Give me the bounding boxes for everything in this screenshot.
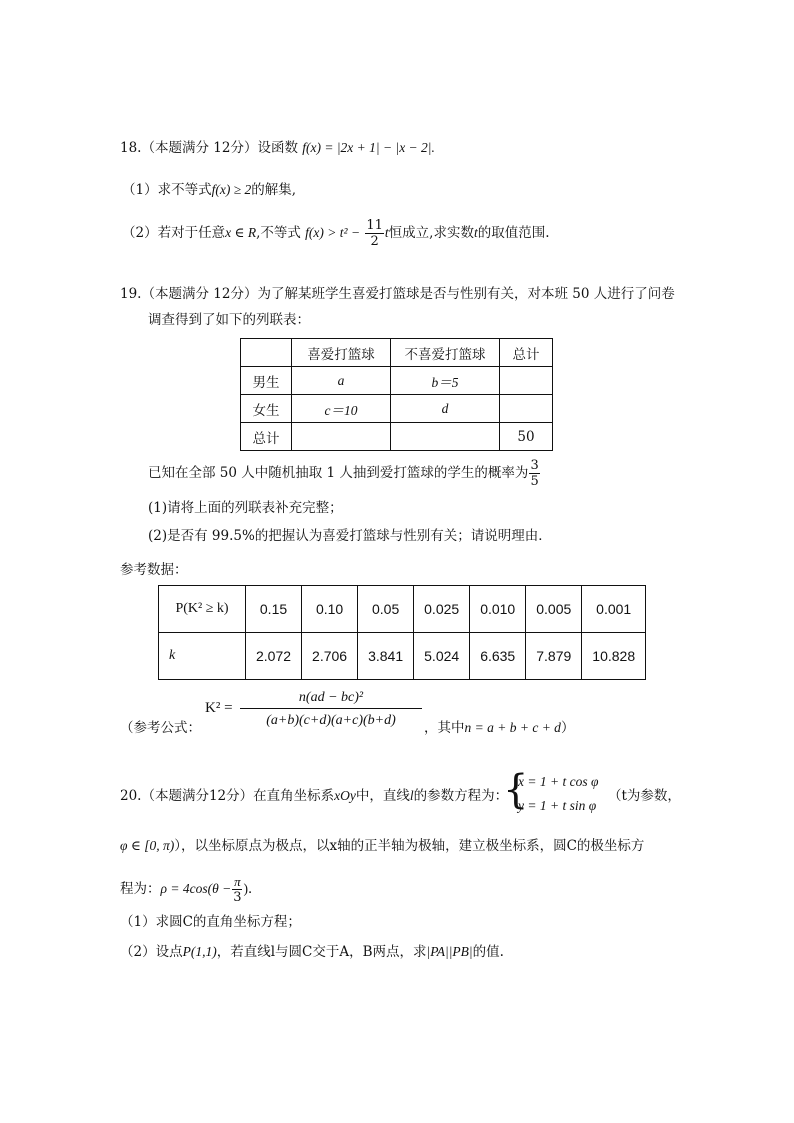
q20-line3: 程为：ρ = 4cos(θ − $\frac{\pi}{3}$ )． [120, 874, 262, 905]
table-cell: 6.635 [470, 633, 526, 680]
table-cell: 0.001 [582, 586, 646, 633]
param-note: （t为参数， [608, 788, 681, 804]
q20-heading: 20.（本题满分12分）在直角坐标系xOy中，直线l的参数方程为： [120, 788, 509, 804]
reference-data-label: 参考数据： [120, 562, 188, 578]
formula-numerator: n(ad − bc)² [240, 688, 422, 709]
formula-label: （参考公式： [120, 720, 201, 736]
q19-known: 已知在全部 50 人中随机抽取 1 人抽到爱打篮球的学生的概率为 $\frac{3}{5}$ [148, 458, 539, 489]
table-cell: 3.841 [358, 633, 414, 680]
table-row [241, 395, 553, 423]
table-cell: 0.15 [246, 586, 302, 633]
probability-fraction: $\frac{3}{5}$ [530, 458, 539, 489]
table-cell: 男生 [241, 367, 292, 395]
formula-denominator: (a+b)(c+d)(a+c)(b+d) [266, 713, 396, 728]
table-cell: a [292, 367, 391, 395]
q18-function: f(x) = |2x + 1| − |x − 2|. [302, 140, 435, 155]
formula-lhs: K² = [205, 700, 233, 716]
table-cell: 0.025 [414, 586, 470, 633]
table-cell: 0.10 [302, 586, 358, 633]
table-cell: k [159, 633, 246, 680]
q19-heading-cont: 调查得到了如下的列联表： [148, 312, 310, 328]
table-cell [500, 367, 553, 395]
table-header-row [241, 339, 553, 367]
table-cell [241, 339, 292, 367]
table-cell: 2.706 [302, 633, 358, 680]
q19-part2: (2)是否有 99.5%的把握认为喜爱打篮球与性别有关；请说明理由． [148, 528, 552, 544]
table-cell: 0.05 [358, 586, 414, 633]
table-cell: 0.010 [470, 586, 526, 633]
contingency-table [240, 338, 553, 451]
table-row [159, 633, 646, 680]
table-cell: d [391, 395, 500, 423]
table-cell [500, 395, 553, 423]
q20-part1: （1）求圆C的直角坐标方程； [120, 914, 301, 930]
q18-fraction: $\frac{11}{2}$ [366, 218, 383, 249]
q18-heading: 18.（本题满分 12分）设函数 f(x) = |2x + 1| − |x − 2|. [120, 140, 435, 156]
table-cell: 总计 [241, 423, 292, 451]
table-cell: 2.072 [246, 633, 302, 680]
table-cell: 不喜爱打篮球 [391, 339, 500, 367]
table-cell: 10.828 [582, 633, 646, 680]
q18-part2: （2）若对于任意x ∈ R,不等式 f(x) > t² − $\frac{11}{2}$ t恒成立,求实数t的取值范围. [122, 218, 550, 249]
table-cell: b＝5 [391, 367, 500, 395]
table-cell: c＝10 [292, 395, 391, 423]
table-row [241, 423, 553, 451]
table-cell [391, 423, 500, 451]
pi-fraction: $\frac{\pi}{3}$ [233, 874, 242, 905]
system-brace: { [503, 767, 529, 813]
table-cell: 0.005 [526, 586, 582, 633]
param-eq-y: y = 1 + t sin φ [518, 798, 597, 813]
formula-tail: ，其中n = a + b + c + d） [424, 720, 575, 736]
q18-part1: （1）求不等式f(x) ≥ 2的解集, [122, 182, 297, 198]
table-cell: P(K² ≥ k) [159, 586, 246, 633]
table-cell: 女生 [241, 395, 292, 423]
table-row [241, 367, 553, 395]
table-cell: 7.879 [526, 633, 582, 680]
q19-part1: (1)请将上面的列联表补充完整； [148, 500, 343, 516]
table-cell [292, 423, 391, 451]
reference-table [158, 585, 646, 680]
table-cell: 总计 [500, 339, 553, 367]
param-eq-x: x = 1 + t cos φ [518, 774, 599, 789]
q20-part2: （2）设点P(1,1)，若直线l与圆C交于A，B两点，求|PA||PB|的值. [120, 944, 504, 960]
table-cell: 喜爱打篮球 [292, 339, 391, 367]
q20-line2: φ ∈ [0, π)），以坐标原点为极点，以x轴的正半轴为极轴，建立极坐标系，圆C的极坐标方 [120, 838, 645, 854]
q19-heading: 19.（本题满分 12分）为了解某班学生喜爱打篮球是否与性别有关，对本班 50 人进行了问卷 [120, 286, 675, 302]
table-cell: 50 [500, 423, 553, 451]
table-row [159, 586, 646, 633]
table-cell: 5.024 [414, 633, 470, 680]
